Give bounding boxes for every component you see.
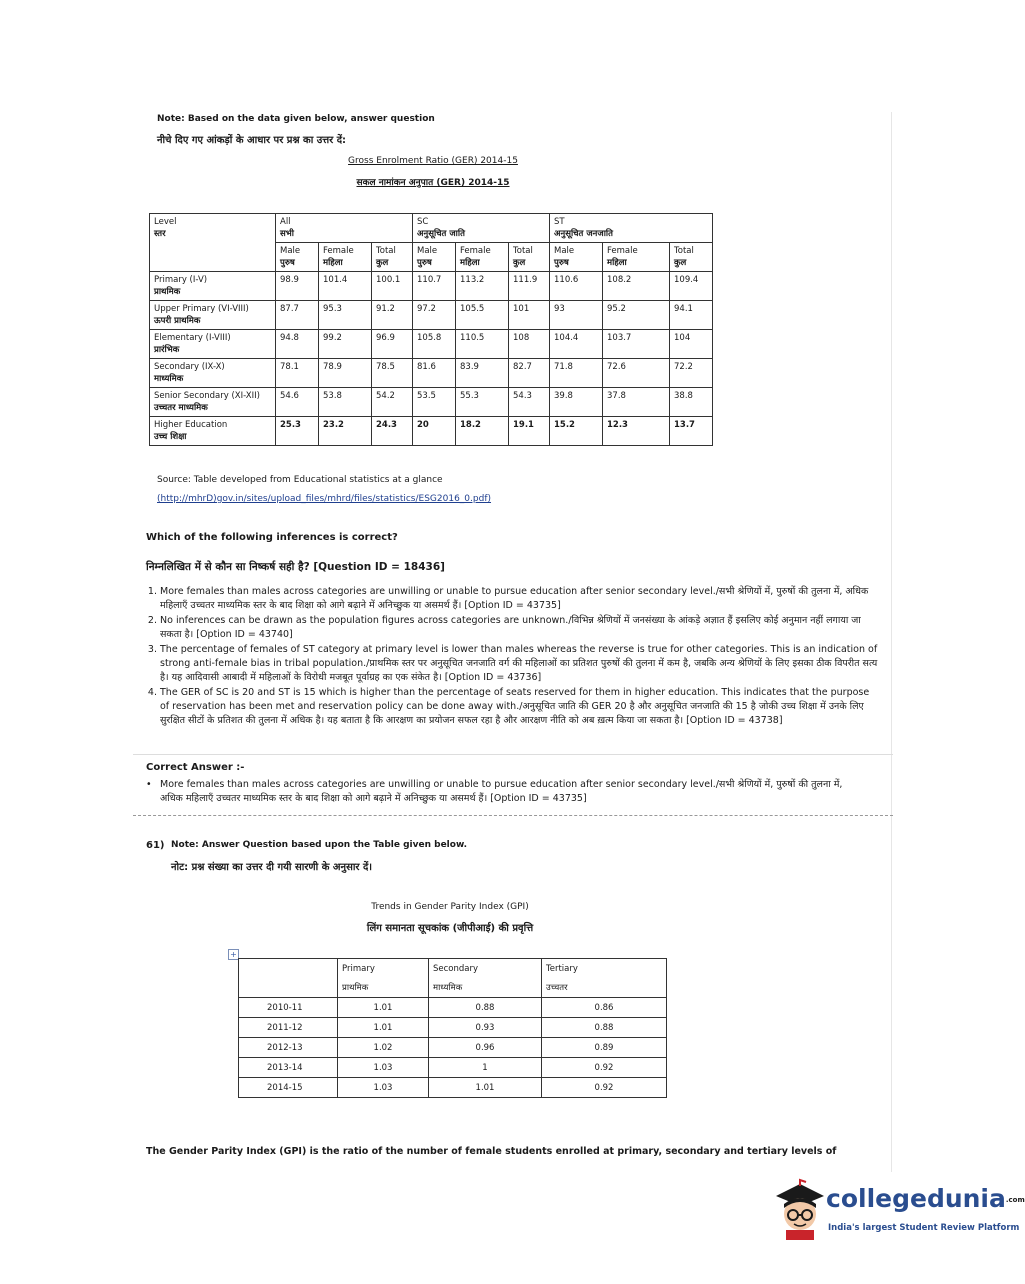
ger-value-cell: 20	[413, 417, 456, 446]
gpi-value-cell: 1.01	[338, 998, 429, 1018]
ger-value-cell: 105.8	[413, 330, 456, 359]
table1-title-english: Gross Enrolment Ratio (GER) 2014-15	[348, 156, 518, 166]
ger-level-hi: प्रारंभिक	[154, 345, 180, 355]
ger-value-cell: 103.7	[603, 330, 670, 359]
ger-level-en: Elementary (I-VIII)	[154, 333, 231, 343]
ger-row	[150, 388, 713, 417]
subhead-male	[550, 243, 603, 272]
subhead-en: Total	[513, 246, 533, 256]
ger-level-hi: उच्चतर माध्यमिक	[154, 403, 208, 413]
subhead-total	[372, 243, 413, 272]
ger-body	[150, 272, 713, 446]
ger-value-cell: 54.6	[276, 388, 319, 417]
ger-level-hi: ऊपरी प्राथमिक	[154, 316, 201, 326]
group-sc-en: SC	[417, 217, 429, 227]
subhead-hi: कुल	[513, 258, 526, 268]
subhead-hi: महिला	[323, 258, 343, 268]
subhead-hi: पुरुष	[417, 258, 432, 268]
ger-value-cell: 72.2	[670, 359, 713, 388]
ger-value-cell: 39.8	[550, 388, 603, 417]
gpi-year-cell: 2011-12	[239, 1018, 338, 1038]
ger-value-cell: 53.5	[413, 388, 456, 417]
ger-level-cell	[150, 359, 276, 388]
gpi-header-primary: Primary	[338, 959, 429, 979]
ger-level-cell	[150, 272, 276, 301]
gpi-row	[239, 1078, 667, 1098]
brand-tagline: India's largest Student Review Platform	[828, 1223, 1020, 1233]
ger-value-cell: 105.5	[456, 301, 509, 330]
question-english: Which of the following inferences is correct?	[146, 532, 398, 543]
ger-value-cell: 71.8	[550, 359, 603, 388]
ger-value-cell: 55.3	[456, 388, 509, 417]
gpi-row	[239, 1058, 667, 1078]
gpi-value-cell: 0.88	[429, 998, 542, 1018]
option-1[interactable]: 1. More females than males across categories are unwilling or unable to pursue education after senior secondary level./सभी श्रेणियों में, पुरुषों की तुलना में, अधिक महिलाएँ उच्चतर माध्यमिक स्तर के बाद शिक्षा को आगे बढ़ाने में अनिच्छुक या असमर्थ हैं। [Option ID = 43735]	[160, 585, 880, 613]
level-header-en: Level	[154, 217, 177, 227]
ger-value-cell: 13.7	[670, 417, 713, 446]
gpi-header-tertiary-hi: उच्चतर	[542, 978, 667, 998]
ger-row	[150, 417, 713, 446]
option-4[interactable]: 4. The GER of SC is 20 and ST is 15 which is higher than the percentage of seats reserved for them in higher education. This indicates that the purpose of reservation has been met and reservation policy can be done away with./अनुसूचित जाति की GER 20 है और अनुसूचित जनजाति की 15 है जोकी उच्च शिक्षा में उनके लिए सुरक्षित सीटों के प्रतिशत की तुलना में अधिक है। यह बताता है कि आरक्षण का प्रयोजन सफल रहा है और आरक्षण नीति को अब ख़त्म किया जा सकता है। [Option ID = 43738]	[160, 686, 880, 728]
ger-value-cell: 83.9	[456, 359, 509, 388]
ger-value-cell: 78.1	[276, 359, 319, 388]
ger-row	[150, 330, 713, 359]
subhead-en: Male	[554, 246, 575, 256]
note-hindi: नीचे दिए गए आंकड़ों के आधार पर प्रश्न का उत्तर दें:	[157, 135, 347, 146]
gpi-header-row	[239, 959, 667, 979]
gpi-header-secondary-hi: माध्यमिक	[429, 978, 542, 998]
gpi-value-cell: 1.03	[338, 1078, 429, 1098]
table-source: Source: Table developed from Educational statistics at a glance	[157, 475, 443, 485]
ger-level-cell	[150, 417, 276, 446]
collegedunia-logo[interactable]	[770, 1178, 1025, 1244]
gpi-value-cell: 1	[429, 1058, 542, 1078]
ger-value-cell: 113.2	[456, 272, 509, 301]
ger-value-cell: 93	[550, 301, 603, 330]
ger-value-cell: 23.2	[319, 417, 372, 446]
subhead-en: Total	[376, 246, 396, 256]
gpi-corner-cell	[239, 959, 338, 998]
ger-level-cell	[150, 330, 276, 359]
ger-level-cell	[150, 388, 276, 417]
correct-answer	[146, 778, 866, 806]
table-move-handle-icon[interactable]: +	[228, 949, 239, 960]
correct-answer-label: Correct Answer :-	[146, 762, 245, 773]
ger-value-cell: 78.9	[319, 359, 372, 388]
subhead-male	[413, 243, 456, 272]
ger-value-cell: 95.3	[319, 301, 372, 330]
ger-value-cell: 15.2	[550, 417, 603, 446]
gpi-value-cell: 0.96	[429, 1038, 542, 1058]
ger-level-cell	[150, 301, 276, 330]
brand-name-row	[826, 1184, 1025, 1213]
mascot-icon	[770, 1178, 828, 1240]
gpi-header-tertiary: Tertiary	[542, 959, 667, 979]
ger-level-en: Higher Education	[154, 420, 228, 430]
ger-value-cell: 37.8	[603, 388, 670, 417]
brand-tld: .com	[1005, 1196, 1025, 1204]
ger-row	[150, 359, 713, 388]
ger-value-cell: 54.3	[509, 388, 550, 417]
q61-note-hindi: नोट: प्रश्न संख्या का उत्तर दी गयी सारणी के अनुसार दें।	[171, 862, 373, 873]
subhead-hi: कुल	[376, 258, 389, 268]
group-all-en: All	[280, 217, 291, 227]
gpi-table	[238, 958, 667, 1098]
options-list	[146, 585, 880, 729]
option-3[interactable]: 3. The percentage of females of ST category at primary level is lower than males whereas the reverse is true for other categories. This is an indication of strong anti-female bias in tribal population./प्राथमिक स्तर पर अनुसूचित जनजाति वर्ग की महिलाओं का प्रतिशत पुरुषों की तुलना में कम है, जबकि अन्य श्रेणियों के लिए इसका ठीक विपरीत सत्य है। यह आदिवासी आबादी में महिलाओं के विरोधी मजबूत पूर्वाग्रह का एक संकेत है। [Option ID = 43736]	[160, 643, 880, 685]
group-st	[550, 214, 713, 243]
question-separator	[133, 815, 893, 816]
ger-group-header-row	[150, 214, 713, 243]
ger-level-en: Senior Secondary (XI-XII)	[154, 391, 260, 401]
divider	[133, 754, 893, 755]
ger-value-cell: 108.2	[603, 272, 670, 301]
ger-value-cell: 111.9	[509, 272, 550, 301]
subhead-hi: कुल	[674, 258, 687, 268]
ger-level-hi: उच्च शिक्षा	[154, 432, 187, 442]
gpi-value-cell: 1.02	[338, 1038, 429, 1058]
question-hindi: निम्नलिखित में से कौन सा निष्कर्ष सही है? [Question ID = 18436]	[146, 561, 445, 573]
ger-value-cell: 98.9	[276, 272, 319, 301]
ger-value-cell: 110.7	[413, 272, 456, 301]
gpi-value-cell: 0.92	[542, 1078, 667, 1098]
note-english: Note: Based on the data given below, answer question	[157, 114, 435, 124]
ger-level-hi: प्राथमिक	[154, 287, 181, 297]
ger-value-cell: 82.7	[509, 359, 550, 388]
level-header-hi: स्तर	[154, 229, 166, 239]
group-st-en: ST	[554, 217, 565, 227]
ger-value-cell: 94.1	[670, 301, 713, 330]
ger-value-cell: 25.3	[276, 417, 319, 446]
ger-value-cell: 54.2	[372, 388, 413, 417]
gpi-value-cell: 1.01	[338, 1018, 429, 1038]
ger-value-cell: 19.1	[509, 417, 550, 446]
subhead-hi: पुरुष	[280, 258, 295, 268]
gpi-title-english: Trends in Gender Parity Index (GPI)	[371, 902, 529, 912]
ger-value-cell: 101	[509, 301, 550, 330]
ger-value-cell: 97.2	[413, 301, 456, 330]
ger-value-cell: 108	[509, 330, 550, 359]
gpi-value-cell: 0.92	[542, 1058, 667, 1078]
group-sc	[413, 214, 550, 243]
gpi-year-cell: 2014-15	[239, 1078, 338, 1098]
subhead-en: Male	[280, 246, 301, 256]
gpi-title-hindi: लिंग समानता सूचकांक (जीपीआई) की प्रवृत्ति	[366, 923, 534, 934]
ger-value-cell: 78.5	[372, 359, 413, 388]
gpi-row	[239, 1018, 667, 1038]
ger-row	[150, 301, 713, 330]
subhead-female	[456, 243, 509, 272]
subhead-female	[603, 243, 670, 272]
subhead-en: Total	[674, 246, 694, 256]
ger-value-cell: 110.6	[550, 272, 603, 301]
gpi-year-cell: 2012-13	[239, 1038, 338, 1058]
subhead-en: Female	[607, 246, 638, 256]
gpi-value-cell: 0.86	[542, 998, 667, 1018]
brand-name: collegedunia	[826, 1184, 1006, 1213]
level-header-cell	[150, 214, 276, 272]
ger-value-cell: 94.8	[276, 330, 319, 359]
gpi-value-cell: 0.93	[429, 1018, 542, 1038]
ger-value-cell: 104.4	[550, 330, 603, 359]
ger-value-cell: 101.4	[319, 272, 372, 301]
q61-note-english: Note: Answer Question based upon the Table given below.	[171, 840, 468, 850]
subhead-en: Male	[417, 246, 438, 256]
gpi-value-cell: 1.01	[429, 1078, 542, 1098]
ger-table	[149, 213, 713, 446]
ger-value-cell: 104	[670, 330, 713, 359]
ger-level-en: Primary (I-V)	[154, 275, 208, 285]
ger-value-cell: 24.3	[372, 417, 413, 446]
gpi-value-cell: 1.03	[338, 1058, 429, 1078]
ger-value-cell: 96.9	[372, 330, 413, 359]
gpi-value-cell: 0.89	[542, 1038, 667, 1058]
gpi-body	[239, 998, 667, 1098]
ger-value-cell: 81.6	[413, 359, 456, 388]
gpi-value-cell: 0.88	[542, 1018, 667, 1038]
ger-value-cell: 53.8	[319, 388, 372, 417]
ger-value-cell: 12.3	[603, 417, 670, 446]
ger-value-cell: 110.5	[456, 330, 509, 359]
ger-value-cell: 95.2	[603, 301, 670, 330]
gpi-year-cell: 2010-11	[239, 998, 338, 1018]
gpi-header-secondary: Secondary	[429, 959, 542, 979]
ger-value-cell: 91.2	[372, 301, 413, 330]
group-all-hi: सभी	[280, 229, 294, 239]
subhead-total	[509, 243, 550, 272]
subhead-hi: महिला	[607, 258, 627, 268]
ger-value-cell: 99.2	[319, 330, 372, 359]
subhead-hi: पुरुष	[554, 258, 569, 268]
subhead-female	[319, 243, 372, 272]
table1-title-hindi: सकल नामांकन अनुपात (GER) 2014-15	[356, 178, 510, 188]
subhead-total	[670, 243, 713, 272]
gpi-year-cell: 2013-14	[239, 1058, 338, 1078]
group-st-hi: अनुसूचित जनजाति	[554, 229, 613, 239]
correct-answer-text: More females than males across categories are unwilling or unable to pursue education after senior secondary level./सभी श्रेणियों में, पुरुषों की तुलना में, अधिक महिलाएँ उच्चतर माध्यमिक स्तर के बाद शिक्षा को आगे बढ़ाने में अनिच्छुक या असमर्थ हैं। [Option ID = 43735]	[160, 779, 843, 804]
ger-level-en: Upper Primary (VI-VIII)	[154, 304, 249, 314]
source-link[interactable]: (http://mhrD)gov.in/sites/upload_files/mhrd/files/statistics/ESG2016_0.pdf)	[157, 494, 492, 504]
ger-value-cell: 87.7	[276, 301, 319, 330]
ger-value-cell: 18.2	[456, 417, 509, 446]
ger-level-en: Secondary (IX-X)	[154, 362, 225, 372]
gpi-row	[239, 998, 667, 1018]
subhead-en: Female	[323, 246, 354, 256]
option-2[interactable]: 2. No inferences can be drawn as the population figures across categories are unknown./विभिन्न श्रेणियों में जनसंख्या के आंकड़े अज्ञात हैं इसलिए कोई अनुमान नहीं लगाया जा सकता है। [Option ID = 43740]	[160, 614, 880, 642]
bullet-icon: •	[146, 779, 152, 790]
ger-value-cell: 38.8	[670, 388, 713, 417]
ger-value-cell: 109.4	[670, 272, 713, 301]
ger-value-cell: 100.1	[372, 272, 413, 301]
ger-level-hi: माध्यमिक	[154, 374, 184, 384]
group-sc-hi: अनुसूचित जाति	[417, 229, 465, 239]
ger-row	[150, 272, 713, 301]
subhead-male	[276, 243, 319, 272]
gpi-description: The Gender Parity Index (GPI) is the ratio of the number of female students enrolled at primary, secondary and tertiary levels of	[146, 1146, 837, 1157]
subhead-hi: महिला	[460, 258, 480, 268]
question-number: 61)	[146, 840, 165, 851]
subhead-en: Female	[460, 246, 491, 256]
gpi-header-primary-hi: प्राथमिक	[338, 978, 429, 998]
gpi-row	[239, 1038, 667, 1058]
ger-value-cell: 72.6	[603, 359, 670, 388]
group-all	[276, 214, 413, 243]
